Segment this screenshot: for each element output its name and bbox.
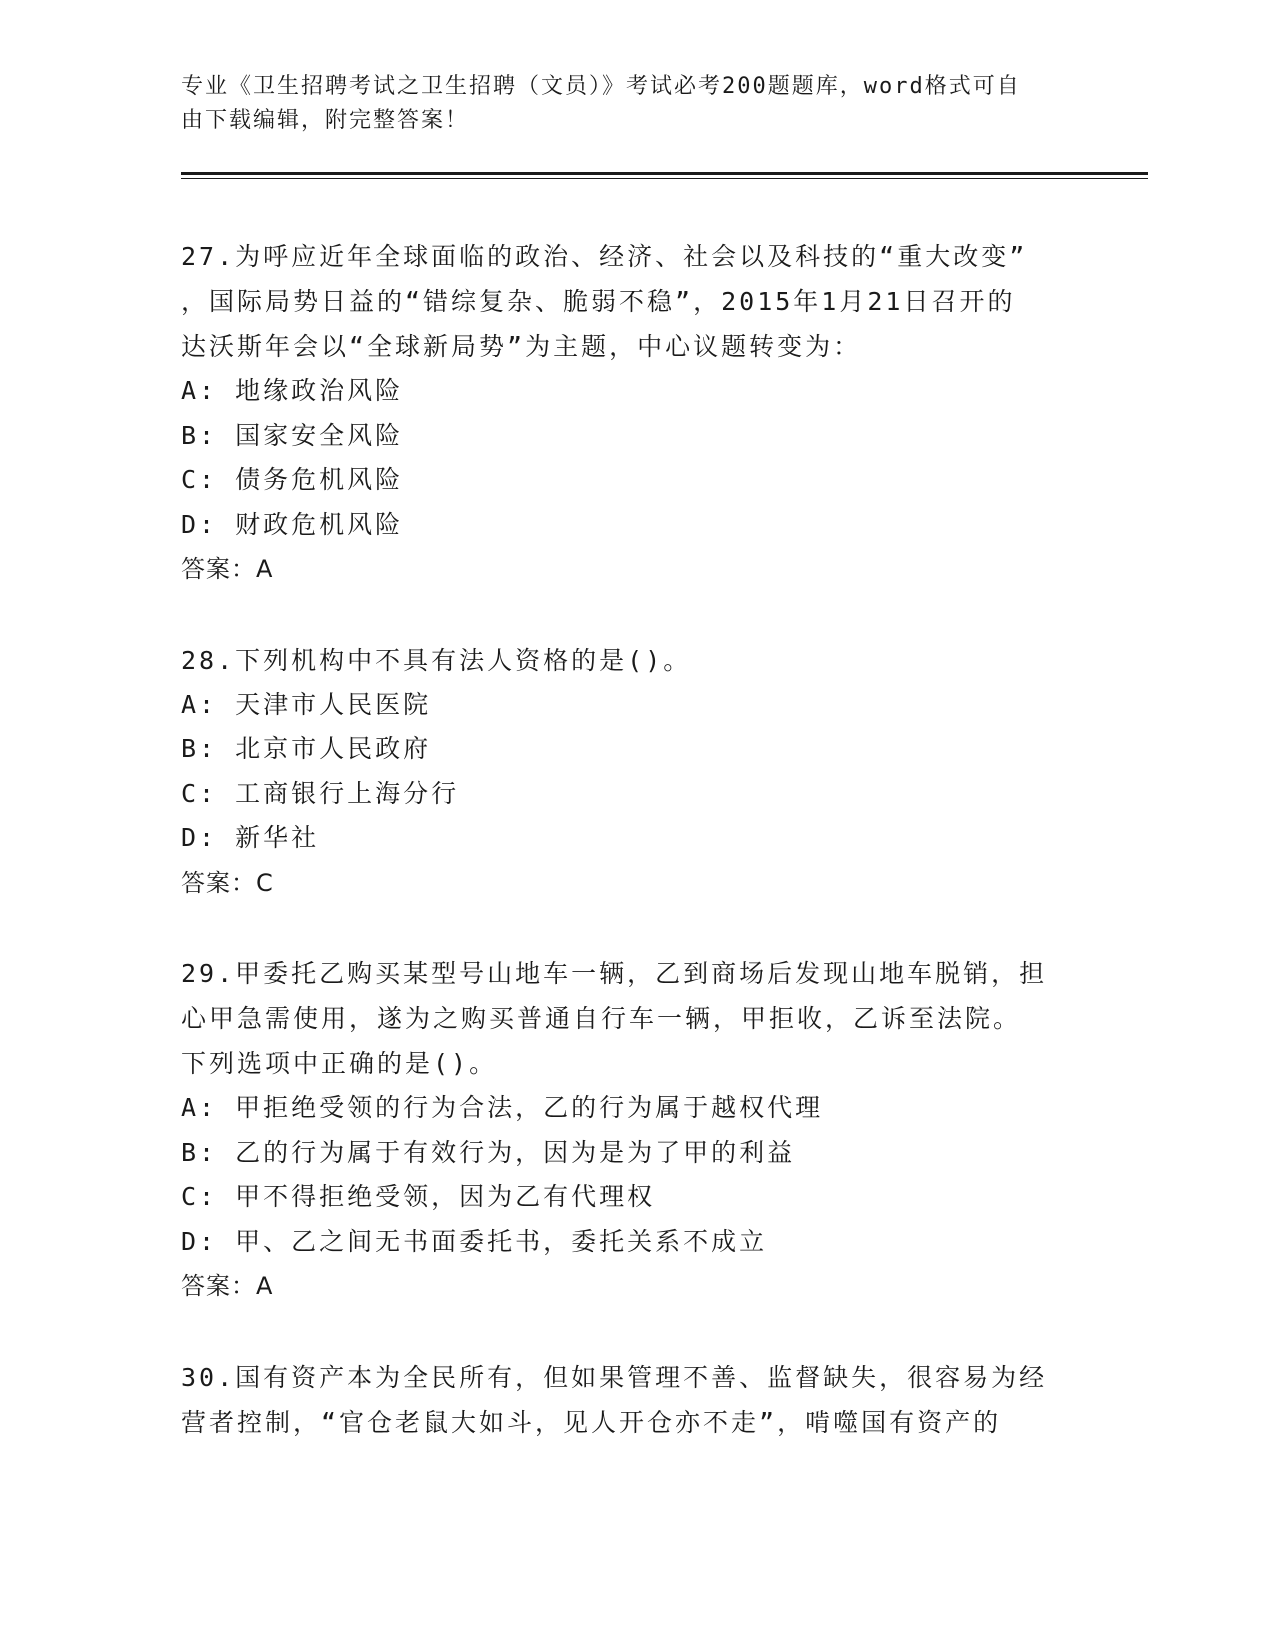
answer-line: 答案：A xyxy=(181,555,274,583)
option-b: B: 北京市人民政府 xyxy=(181,734,432,763)
question-stem-line: 28.下列机构中不具有法人资格的是()。 xyxy=(181,645,692,675)
option-b: B: 乙的行为属于有效行为，因为是为了甲的利益 xyxy=(181,1137,796,1167)
answer-line: 答案：C xyxy=(181,868,274,897)
header-divider xyxy=(181,172,1148,175)
option-a: A: 天津市人民医院 xyxy=(181,689,432,719)
question-30 xyxy=(181,1355,1081,1445)
option-c: C: 甲不得拒绝受领，因为乙有代理权 xyxy=(181,1182,656,1211)
question-stem-line: 29.甲委托乙购买某型号山地车一辆，乙到商场后发现山地车脱销，担 xyxy=(181,959,1048,988)
question-stem-line: 27.为呼应近年全球面临的政治、经济、社会以及科技的“重大改变” xyxy=(181,242,1028,271)
header-line: 专业《卫生招聘考试之卫生招聘（文员）》考试必考200题题库，word格式可自 xyxy=(181,74,1021,99)
answer-line: 答案：A xyxy=(181,1272,274,1300)
option-d: D: 财政危机风险 xyxy=(181,509,404,539)
question-stem-line: 30.国有资产本为全民所有，但如果管理不善、监督缺失，很容易为经 xyxy=(181,1362,1048,1392)
question-list xyxy=(181,234,1081,1491)
header-divider-thin xyxy=(181,178,1148,179)
option-c: C: 工商银行上海分行 xyxy=(181,778,460,808)
document-header xyxy=(181,70,1081,138)
option-c: C: 债务危机风险 xyxy=(181,465,404,494)
question-29 xyxy=(181,951,1081,1309)
question-stem-line: 营者控制，“官仓老鼠大如斗，见人开仓亦不走”，啃噬国有资产的 xyxy=(181,1407,1002,1437)
option-d: D: 新华社 xyxy=(181,823,320,852)
option-b: B: 国家安全风险 xyxy=(181,420,404,450)
question-28 xyxy=(181,638,1081,906)
option-d: D: 甲、乙之间无书面委托书，委托关系不成立 xyxy=(181,1226,768,1256)
question-stem-line: 心甲急需使用，遂为之购买普通自行车一辆，甲拒收，乙诉至法院。 xyxy=(181,1004,1022,1033)
question-stem-line: 下列选项中正确的是()。 xyxy=(181,1049,498,1078)
header-line: 由下载编辑，附完整答案！ xyxy=(181,108,470,133)
option-a: A: 甲拒绝受领的行为合法，乙的行为属于越权代理 xyxy=(181,1093,824,1122)
option-a: A: 地缘政治风险 xyxy=(181,376,404,405)
question-27 xyxy=(181,234,1081,592)
question-stem-line: ，国际局势日益的“错综复杂、脆弱不稳”，2015年1月21日召开的 xyxy=(181,287,1016,316)
question-stem-line: 达沃斯年会以“全球新局势”为主题，中心议题转变为： xyxy=(181,332,862,361)
